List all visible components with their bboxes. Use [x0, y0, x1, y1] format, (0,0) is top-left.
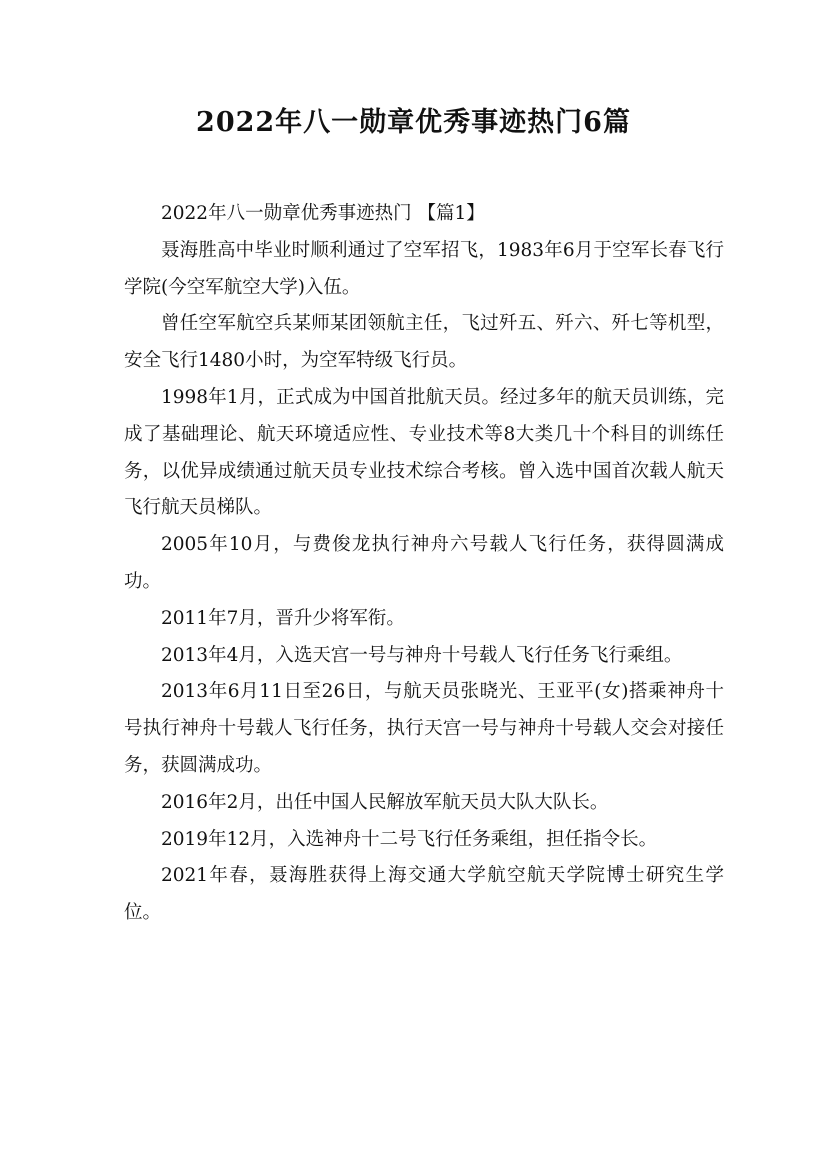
- paragraph: 2005年10月，与费俊龙执行神舟六号载人飞行任务，获得圆满成功。: [124, 534, 724, 592]
- paragraph: 2011年7月，晋升少将军衔。: [161, 607, 405, 629]
- document-body: [124, 196, 724, 932]
- paragraph: 2013年6月11日至26日，与航天员张晓光、王亚平(女)搭乘神舟十号执行神舟十号载人飞行任务，执行天宫一号与神舟十号载人交会对接任务，获圆满成功。: [124, 681, 724, 776]
- paragraph: 1998年1月，正式成为中国首批航天员。经过多年的航天员训练，完成了基础理论、航天环境适应性、专业技术等8大类几十个科目的训练任务，以优异成绩通过航天员专业技术综合考核。曾入选中国首次载人航天飞行航天员梯队。: [124, 386, 724, 519]
- paragraph: 曾任空军航空兵某师某团领航主任，飞过歼五、歼六、歼七等机型，安全飞行1480小时，为空军特级飞行员。: [124, 313, 724, 372]
- paragraph: 2016年2月，出任中国人民解放军航天员大队大队长。: [161, 791, 609, 813]
- paragraph: 2019年12月，入选神舟十二号飞行任务乘组，担任指令长。: [161, 828, 658, 850]
- document-title: 2022年八一勋章优秀事迹热门6篇: [196, 107, 631, 138]
- section-heading: 2022年八一勋章优秀事迹热门 【篇1】: [161, 203, 485, 224]
- paragraph: 聂海胜高中毕业时顺利通过了空军招飞，1983年6月于空军长春飞行学院(今空军航空大学)入伍。: [124, 239, 724, 298]
- paragraph: 2021年春，聂海胜获得上海交通大学航空航天学院博士研究生学位。: [124, 865, 724, 924]
- paragraph: 2013年4月，入选天宫一号与神舟十号载人飞行任务飞行乘组。: [161, 644, 683, 666]
